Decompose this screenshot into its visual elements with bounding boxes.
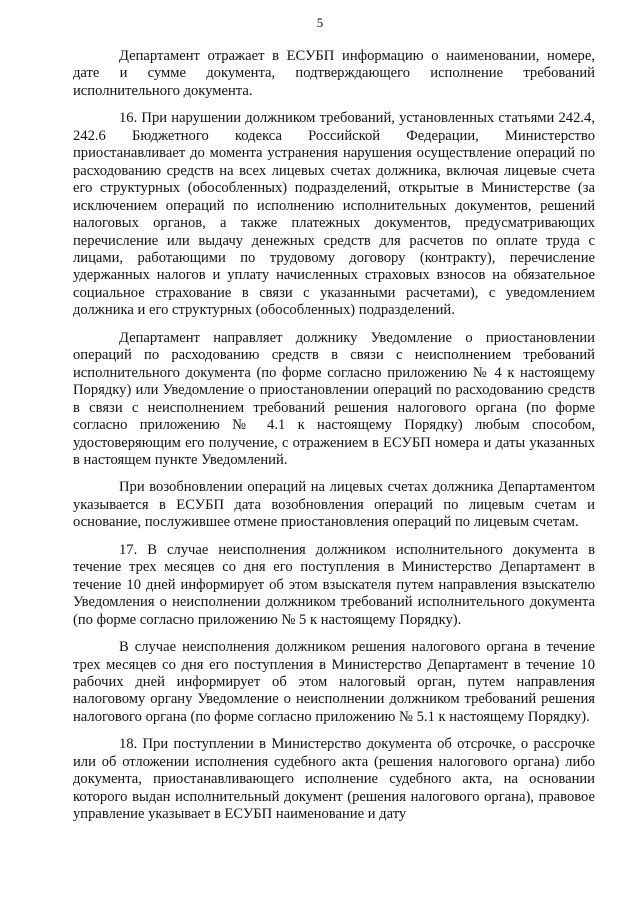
paragraph-16-resumption: При возобновлении операций на лицевых счетах должника Департаментом указывается в ЕСУБП дата возобновления операций по лицевым счетам и основание, послужившее отмене приостановления операций по лицевым счетам.: [73, 479, 595, 531]
paragraph-esubp-info: Департамент отражает в ЕСУБП информацию о наименовании, номере, дате и сумме документа, подтверждающего исполнение требований исполнительного документа.: [73, 48, 595, 99]
page-number: 5: [316, 15, 324, 30]
paragraph-17-tax-authority: В случае неисполнения должником решения налогового органа в течение трех месяцев со дня его поступления в Министерство Департамент в течение 10 рабочих дней информирует об этом налоговый орган, путем направления налоговому органу Уведомление о неисполнении должником требований решения налогового органа (по форме согласно приложению № 5.1 к настоящему Порядку).: [73, 639, 595, 725]
paragraph-18: 18. При поступлении в Министерство документа об отсрочке, о рассрочке или об отложении исполнения судебного акта (решения налогового органа) либо документа, приостанавливающего исполнение судебного акта, на основании которого выдан исполнительный документ (решения налогового органа), правовое управление указывает в ЕСУБП наименование и дату: [73, 736, 595, 823]
paragraph-17: 17. В случае неисполнения должником исполнительного документа в течение трех месяцев со дня его поступления в Министерство Департамент в течение 10 дней информирует об этом взыскателя путем направления взыскателю Уведомления о неисполнении должником требований исполнительного документа (по форме согласно приложению № 5 к настоящему Порядку).: [73, 541, 595, 628]
paragraph-16: 16. При нарушении должником требований, установленных статьями 242.4, 242.6 Бюджетного кодекса Российской Федерации, Министерство приостанавливает до момента устранения нарушения осуществление операций по расходованию средств на всех лицевых счетах должника, включая лицевые счета его структурных (обособленных) подразделений, открытые в Министерстве (за исключением операций по исполнению исполнительных документов, решений налоговых органов, а также платежных документов, предусматривающих перечисление или выдачу денежных средств для расчетов по оплате труда с лицами, работающими по трудовому договору (контракту), перечисление удержанных налогов и уплату начисленных страховых взносов на обязательное социальное страхование в связи с указанными расчетами), с уведомлением должника и его структурных (обособленных) подразделений.: [73, 110, 595, 319]
paragraph-16-notification: Департамент направляет должнику Уведомление о приостановлении операций по расходованию средств в связи с неисполнением требований исполнительного документа (по форме согласно приложению № 4 к настоящему Порядку) или Уведомление о приостановлении операций по расходованию средств в связи с неисполнением требований решения налогового органа (по форме согласно приложению № 4.1 к настоящему Порядку) любым способом, удостоверяющим его получение, с отражением в ЕСУБП номера и даты указанных в настоящем пункте Уведомлений.: [73, 329, 595, 468]
document-body: [73, 48, 595, 824]
